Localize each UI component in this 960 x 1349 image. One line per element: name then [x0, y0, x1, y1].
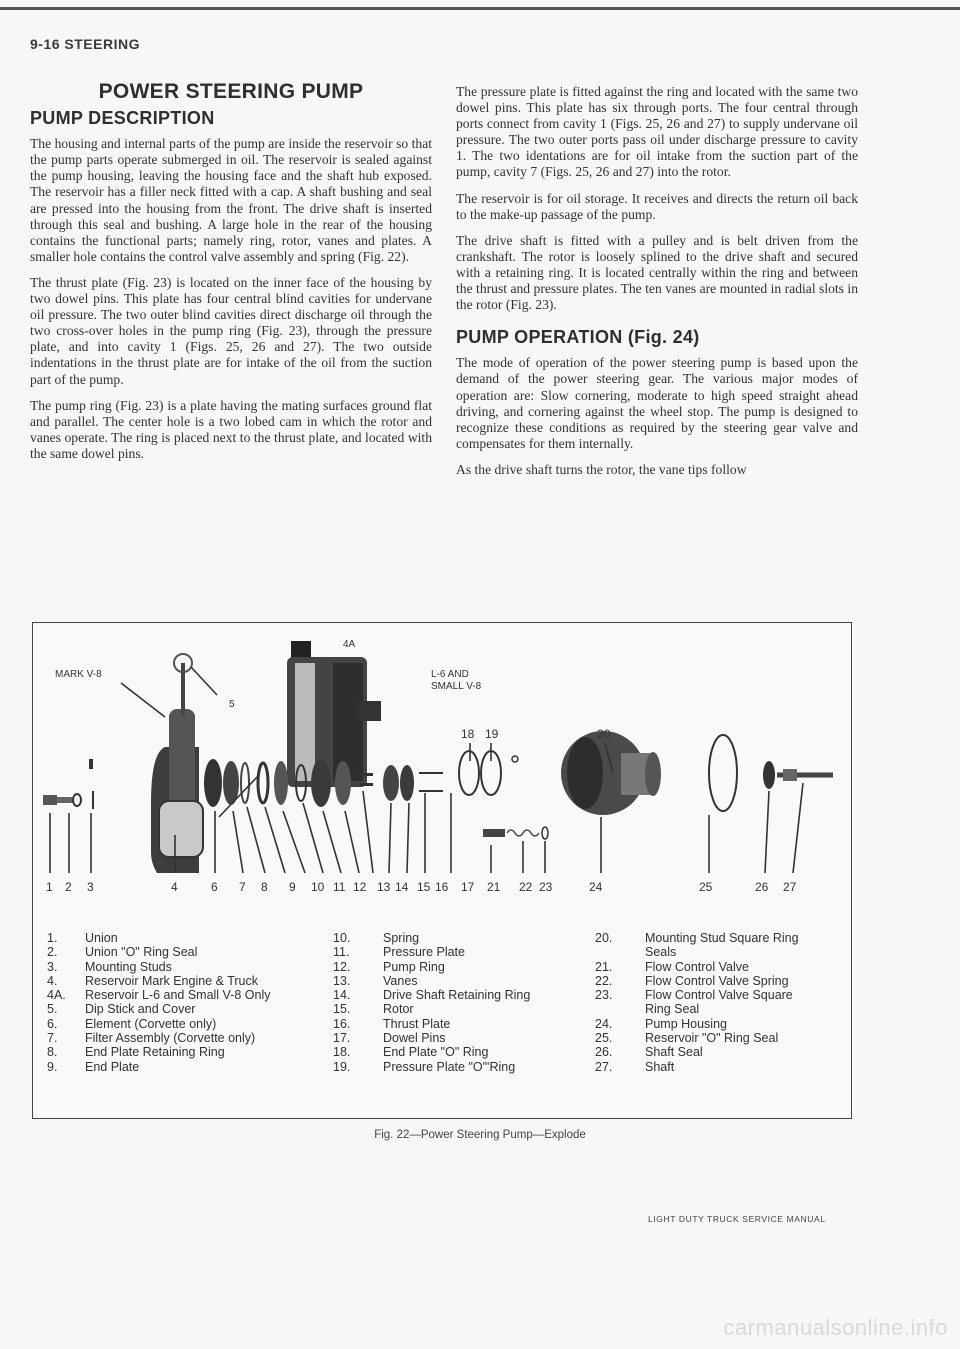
part-number: 13 [377, 880, 391, 894]
part-number: 14 [395, 880, 409, 894]
shaft-illustration [763, 761, 833, 789]
paragraph: The drive shaft is fitted with a pulley and is belt driven from the crankshaft. The rotor is loosely splined to the drive shaft and secured with a retaining ring. It is located centrally within the ring and between the thrust and pressure plates. The ten vanes are mounted in radial slots in the rotor (Fig. 23). [456, 232, 858, 313]
part-number: 12 [353, 880, 367, 894]
part-number: 16 [435, 880, 449, 894]
paragraph: The reservoir is for oil storage. It receives and directs the return oil back to the make-up passage of the pump. [456, 190, 858, 222]
legend-item: 23. Flow Control Valve Square [595, 988, 793, 1003]
label-4a: 4A [343, 639, 356, 650]
union-fittings-illustration [43, 759, 93, 809]
paragraph: The housing and internal parts of the pump are inside the reservoir so that the pump parts operate submerged in oil. The reservoir is sealed against the pump housing, leaving the housing face and the shaft hub exposed. The reservoir has a filler neck fitted with a cap. A shaft bushing and seal are pressed into the housing from the front. The drive shaft is inserted through this seal and bushing. A large hole in the rear of the housing contains the functional parts; namely ring, rotor, vanes and plates. A smaller hole contains the control valve assembly and spring (Fig. 22). [30, 136, 432, 264]
legend-item: 13. Vanes [333, 973, 418, 988]
right-column [456, 84, 858, 488]
part-number: 20 [597, 727, 611, 741]
legend-item: 6. Element (Corvette only) [47, 1016, 217, 1031]
legend-item: 8. End Plate Retaining Ring [47, 1045, 225, 1060]
legend-item: 1. Union [47, 931, 118, 945]
legend-item: 22. Flow Control Valve Spring [595, 973, 789, 988]
legend-item: 4A. Reservoir L-6 and Small V-8 Only [47, 988, 271, 1003]
part-number: 22 [519, 880, 533, 894]
part-number: 17 [461, 880, 475, 894]
part-number: 6 [211, 880, 218, 894]
label-l6-line2: SMALL V-8 [431, 681, 482, 692]
figure-caption: Fig. 22—Power Steering Pump—Explode [374, 1129, 586, 1141]
section-heading-pump-description: PUMP DESCRIPTION [30, 108, 215, 129]
legend-item: 20. Mounting Stud Square Ring [595, 931, 799, 945]
part-number: 19 [485, 727, 499, 741]
label-l6-line1: L-6 AND [431, 669, 469, 680]
part-number: 3 [87, 880, 94, 894]
part-number: 18 [461, 727, 475, 741]
legend-item: 7. Filter Assembly (Corvette only) [47, 1031, 256, 1046]
paragraph: The thrust plate (Fig. 23) is located on the inner face of the housing by two dowel pins. This plate has four central blind cavities for undervane oil pressure. The two outer blind cavities direct discharge oil through the two cross-over holes in the pump ring (Fig. 23), through the pressure plate, and into cavity 1 (Figs. 25, 26 and 27). The two outside indentations in the thrust plate are for intake of the oil from the suction part of the pump. [30, 274, 432, 387]
part-number: 23 [539, 880, 553, 894]
label-5: 5 [229, 699, 235, 710]
legend-item: 4. Reservoir Mark Engine & Truck [47, 973, 258, 988]
legend-item: 24. Pump Housing [595, 1016, 727, 1031]
legend-item: 2. Union "O" Ring Seal [47, 945, 198, 960]
part-number: 2 [65, 880, 72, 894]
figure-box [32, 622, 852, 1119]
footer-manual-title: LIGHT DUTY TRUCK SERVICE MANUAL [648, 1214, 826, 1224]
paragraph: As the drive shaft turns the rotor, the vane tips follow [456, 461, 747, 477]
part-number-row [46, 880, 797, 894]
legend-item: 12. Pump Ring [333, 959, 445, 974]
part-number: 8 [261, 880, 268, 894]
o-rings-illustration [459, 751, 518, 795]
part-number: 24 [589, 880, 603, 894]
legend-item: Ring Seal [645, 1002, 700, 1017]
legend-item: 19. Pressure Plate "O"'Ring [333, 1059, 516, 1074]
legend-item: 9. End Plate [47, 1059, 140, 1074]
reservoir-mark-v8-illustration [151, 654, 203, 873]
pump-housing-illustration [561, 731, 661, 815]
legend-item: 27. Shaft [595, 1059, 675, 1074]
legend-column-2 [333, 931, 573, 1074]
watermark: carmanualsonline.info [723, 1315, 948, 1340]
exploded-pump-illustration [33, 623, 851, 923]
legend-item: 26. Shaft Seal [595, 1045, 703, 1060]
part-number: 11 [333, 880, 346, 894]
legend-item: Seals [645, 945, 677, 960]
section-heading-pump-operation: PUMP OPERATION (Fig. 24) [456, 327, 700, 348]
legend-item: 25. Reservoir "O" Ring Seal [595, 1031, 779, 1046]
paragraph: The pump ring (Fig. 23) is a plate having the mating surfaces ground flat and parallel. The center hole is a two lobed cam in which the rotor and vanes operate. The ring is placed next to the thrust plate, and located with the same dowel pins. [30, 397, 432, 461]
part-number: 15 [417, 880, 431, 894]
legend-column-1 [47, 931, 337, 1074]
legend-item: 10. Spring [333, 931, 420, 945]
part-number: 10 [311, 880, 325, 894]
part-number: 4 [171, 880, 178, 894]
running-head: 9-16 STEERING [30, 36, 140, 52]
part-number: 9 [289, 880, 296, 894]
legend-item: 5. Dip Stick and Cover [47, 1002, 196, 1017]
legend-item: 18. End Plate "O" Ring [333, 1045, 489, 1060]
legend-item: 16. Thrust Plate [333, 1016, 451, 1031]
part-number: 25 [699, 880, 713, 894]
part-number: 27 [783, 880, 797, 894]
reservoir-o-ring-illustration [709, 735, 737, 811]
left-column [30, 80, 432, 472]
part-number: 26 [755, 880, 769, 894]
legend-column-3 [595, 931, 845, 1074]
part-number: 21 [487, 880, 501, 894]
top-rule [0, 7, 960, 10]
legend-item: 3. Mounting Studs [47, 959, 172, 974]
flow-control-valve-illustration [483, 827, 548, 839]
legend-item: 11. Pressure Plate [333, 945, 465, 960]
paragraph: The pressure plate is fitted against the ring and located with the same two dowel pins. This plate has six through ports. The four central through ports connect from cavity 1 (Figs. 25, 26 and 27) to supply undervane oil pressure. The two outer ports pass oil under discharge pressure to cavity 1. The two identations are for oil intake from the suction part of the pump, cavity 7 (Figs. 25, 26 and 27) into the rotor. [456, 84, 858, 180]
internal-parts-illustration [204, 759, 443, 807]
legend-item: 17. Dowel Pins [333, 1031, 446, 1046]
legend-item: 14. Drive Shaft Retaining Ring [333, 988, 531, 1003]
legend-item: 21. Flow Control Valve [595, 959, 749, 974]
legend-item: 15. Rotor [333, 1002, 414, 1017]
part-number: 7 [239, 880, 246, 894]
label-mark-v8: MARK V-8 [55, 669, 102, 680]
page-title: POWER STEERING PUMP [98, 80, 364, 103]
paragraph: The mode of operation of the power steering pump is based upon the demand of the power steering gear. The various major modes of operation are: Slow cornering, moderate to high speed straight ahead driving, and cornering against the wheel stop. The pump is designed to recognize these conditions as required by the steering gear valve and compensates for them internally. [456, 355, 858, 451]
part-number: 1 [46, 880, 53, 894]
